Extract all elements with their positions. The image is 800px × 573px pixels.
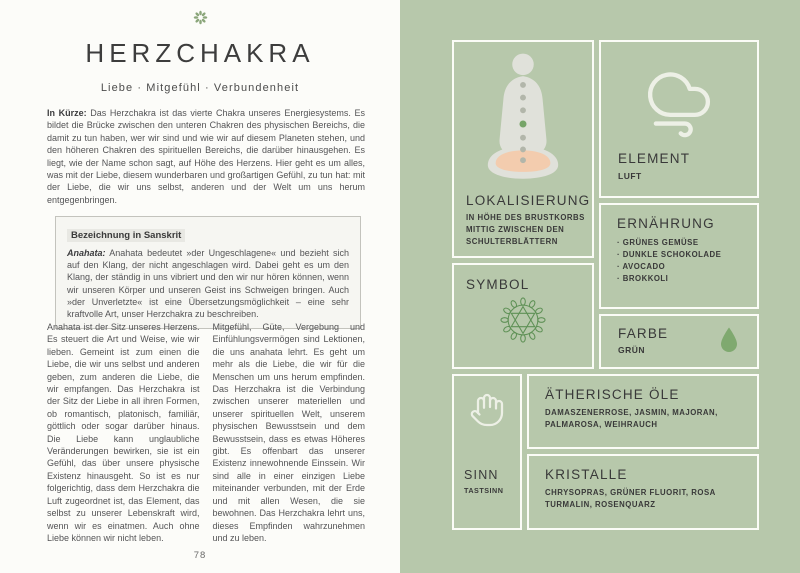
anahata-star-icon: [466, 297, 580, 348]
page-title: HERZCHAKRA: [85, 38, 315, 68]
color-text-block: [618, 326, 668, 357]
body-columns: [47, 321, 365, 544]
sense-value: TASTSINN: [464, 485, 504, 495]
nutrition-box: [599, 203, 759, 309]
body-column-left: Anahata ist der Sitz unseres Herzens. Es steuert die Art und Weise, wie wir lieben. Gemeint ist zum einen die Liebe, die wir uns selbst und anderen geben, zum anderen die Liebe, die wir empfangen. Das Herzchakra ist der Sitz der Liebe in all ihren Formen, ob romantisch, platonisch, familiär, göttlich oder sogar darüber hinaus. Die Liebe kann unglaubliche Veränderungen bewirken, sie ist ein Gefühl, das über unsere physische Existenz hinausgeht. So ist es nur folgerichtig, dass dem Herzchakra die Luft zugeordnet ist, das Element, das selbst zu unserer Lebenskraft wird, wenn wir es einatmen. Auch ohne Liebe können wir nicht leben.: [47, 322, 200, 543]
right-page: [400, 0, 800, 573]
localization-box: [452, 40, 594, 258]
intro-paragraph: [47, 107, 365, 206]
sense-box: [452, 374, 522, 530]
nutrition-title: ERNÄHRUNG: [617, 216, 715, 231]
nutrition-item: · GRÜNES GEMÜSE: [617, 238, 699, 247]
sanskrit-lead: Anahata:: [67, 248, 106, 258]
intro-text: Das Herzchakra ist das vierte Chakra unseres Energiesystems. Es bildet die Brücke zwischen den unteren Chakren des physischen Bereichs, die damit zu tun haben, wer wir sind und wie wir auf diesem Planeten stehen, und den höheren Chakren des spirituellen Bereichs, die darüber hinausgehen. Es liegt, wie der Name schon sagt, auf Höhe des Herzens. Hier geht es um alles, was mit der Liebe, diesem wunderbaren und großartigen Gefühl, zu tun hat: mit der Liebe, die wir uns selbst, anderen und der Welt um uns herum entgegenbringen.: [47, 108, 365, 205]
crystals-text: CHRYSOPRAS, GRÜNER FLUORIT, ROSA TURMALIN, ROSENQUARZ: [545, 488, 716, 510]
color-value: GRÜN: [618, 344, 646, 355]
meditation-figure-icon: [454, 42, 592, 202]
symbol-box: [452, 263, 594, 369]
page-number: 78: [193, 550, 207, 561]
water-drop-icon: [719, 326, 739, 358]
localization-description: IN HÖHE DES BRUSTKORBS MITTIG ZWISCHEN DEN SCHULTERBLÄTTERN: [466, 212, 585, 246]
sanskrit-box: [55, 216, 361, 329]
localization-title: LOKALISIERUNG: [466, 192, 591, 208]
nutrition-item: · AVOCADO: [617, 262, 666, 272]
oils-box: [527, 374, 759, 449]
body-column-right: Mitgefühl, Güte, Vergebung und Einfühlungsvermögen sind Lektionen, die uns anahata lehrt. Es geht um mehr als die Liebe, die wir für die Menschen um uns herum empfinden. Das Herzchakra ist die Verbindung zwischen unserer materiellen und unserer spirituellen Welt, unserem physischen Bewusstsein und dem Bewusstsein, dass es etwas Höheres gibt. Es offenbart das unserer Existenz innewohnende Einssein. Wir sind alle in einer einzigen Liebe miteinander verbunden, mit der Erde und mit allen Wesen, die sie bewohnen. Das Herzchakra lehrt uns, dieses Empfinden wahrzunehmen und zu leben.: [212, 322, 365, 543]
localization-text-block: [466, 192, 591, 248]
element-box: [599, 40, 759, 198]
sense-title: SINN: [464, 467, 499, 482]
color-title: FARBE: [618, 325, 669, 341]
intro-lead: In Kürze:: [47, 108, 87, 118]
sanskrit-body: Anahata bedeutet »der Ungeschlagene« und bezieht sich auf den Klang, der nicht angeschlagen wird. Dabei geht es um den Klang, der ständig in uns vibriert und den wir nur hören können, wenn wir unseren Körper und unseren Geist ins Schweigen bringen. Auch »der Unverletzte« ist eine Übersetzungsmöglichkeit – eine sehr kraftvolle Art, unser Herzchakra zu beschreiben.: [67, 248, 349, 320]
sanskrit-heading: Bezeichnung in Sanskrit: [67, 229, 185, 242]
symbol-title: SYMBOL: [466, 277, 530, 292]
oils-title: ÄTHERISCHE ÖLE: [545, 387, 680, 402]
element-title: ELEMENT: [618, 150, 691, 166]
element-value: LUFT: [618, 170, 642, 181]
hand-icon: [454, 376, 520, 433]
color-box: [599, 314, 759, 369]
page-subtitle: Liebe · Mitgefühl · Verbundenheit: [100, 82, 300, 94]
crystals-title: KRISTALLE: [545, 467, 628, 482]
nutrition-item: · BROKKOLI: [617, 274, 669, 284]
element-text-block: [618, 151, 690, 183]
crystals-box: [527, 454, 759, 530]
cloud-wind-icon: [601, 42, 757, 143]
flower-mandala-icon: [0, 10, 400, 30]
oils-text: DAMASZENERROSE, JASMIN, MAJORAN, PALMAROSA, WEIHRAUCH: [545, 408, 718, 430]
nutrition-item: · DUNKLE SCHOKOLADE: [617, 250, 722, 260]
sanskrit-text: [67, 247, 349, 320]
sense-text-block: [464, 468, 516, 496]
